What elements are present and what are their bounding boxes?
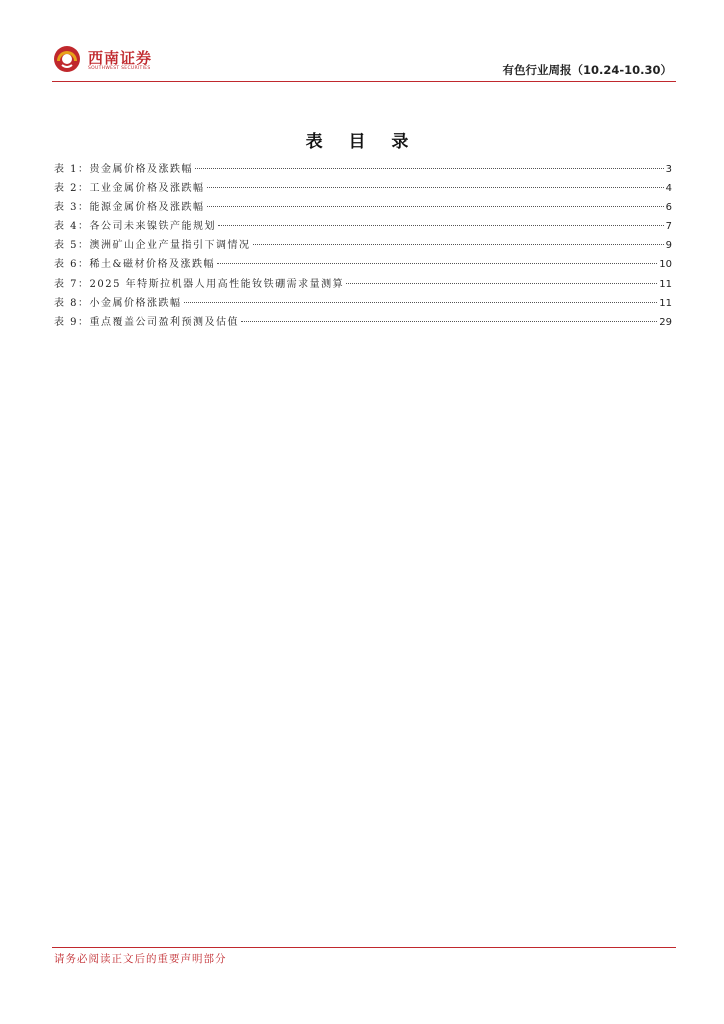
- toc-entry-page: 29: [659, 316, 672, 328]
- toc-dot-leader: [184, 302, 658, 303]
- toc-entry-label: 表 9：重点覆盖公司盈利预测及估值: [54, 316, 240, 328]
- logo-english-name: SOUTHWEST SECURITIES: [88, 66, 151, 71]
- toc-dot-leader: [207, 187, 664, 188]
- toc-entry-label: 表 7：2025 年特斯拉机器人用高性能钕铁硼需求量测算: [54, 278, 345, 290]
- toc-dot-leader: [195, 168, 664, 169]
- company-logo: [52, 44, 212, 76]
- toc-entry-label: 表 3：能源金属价格及涨跌幅: [54, 202, 205, 214]
- toc-entry[interactable]: [54, 275, 672, 294]
- toc-dot-leader: [218, 225, 664, 226]
- header-divider: [52, 81, 676, 82]
- toc-entry[interactable]: [54, 313, 672, 332]
- footer-divider: [52, 947, 676, 948]
- logo-chinese-name: 西南证券: [88, 49, 153, 67]
- toc-dot-leader: [207, 206, 664, 207]
- toc-entry-label: 表 6：稀土&磁材价格及涨跌幅: [54, 259, 215, 271]
- toc-entry-label: 表 2：工业金属价格及涨跌幅: [54, 183, 205, 195]
- toc-dot-leader: [253, 244, 664, 245]
- toc-entry-label: 表 8：小金属价格涨跌幅: [54, 297, 182, 309]
- report-title: 有色行业周报（10.24-10.30）: [502, 63, 672, 77]
- toc-entry-page: 6: [665, 202, 672, 214]
- toc-entry-page: 11: [659, 297, 672, 309]
- toc-entry-label: 表 5：澳洲矿山企业产量指引下调情况: [54, 240, 251, 252]
- toc-entry-page: 9: [665, 240, 672, 252]
- toc-entry[interactable]: [54, 198, 672, 217]
- toc-dot-leader: [217, 263, 657, 264]
- footer-disclaimer-notice: 请务必阅读正文后的重要声明部分: [54, 953, 227, 965]
- toc-entry-label: 表 4：各公司未来镍铁产能规划: [54, 221, 217, 233]
- toc-dot-leader: [241, 321, 657, 322]
- toc-entry-page: 4: [665, 183, 672, 195]
- toc-entry[interactable]: [54, 236, 672, 255]
- toc-entry[interactable]: [54, 179, 672, 198]
- toc-dot-leader: [346, 283, 657, 284]
- toc-entry[interactable]: [54, 294, 672, 313]
- logo-emblem-icon: [52, 44, 82, 74]
- toc-entry-page: 10: [659, 259, 672, 271]
- toc-entry[interactable]: [54, 217, 672, 236]
- toc-heading: 表 目 录: [305, 132, 419, 152]
- toc-entry-label: 表 1：贵金属价格及涨跌幅: [54, 164, 194, 175]
- toc-entry-page: 11: [659, 278, 672, 290]
- toc-entry-page: 3: [665, 164, 672, 175]
- toc-entry[interactable]: [54, 160, 672, 179]
- toc-entry[interactable]: [54, 255, 672, 274]
- toc-entry-page: 7: [665, 221, 672, 233]
- table-of-tables: [54, 160, 672, 332]
- page-header: [52, 40, 676, 82]
